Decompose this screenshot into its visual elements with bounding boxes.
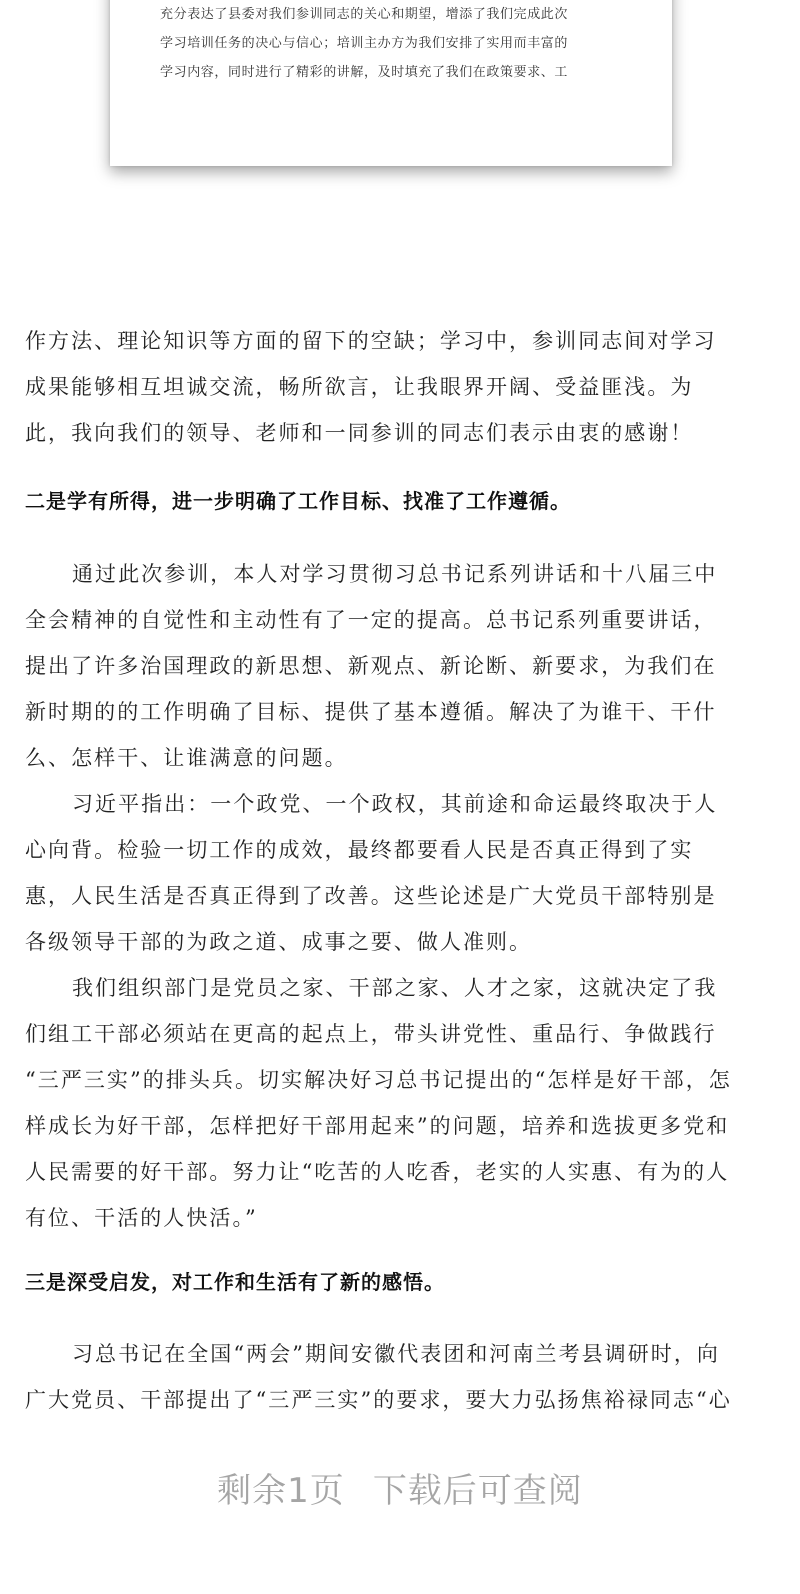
preview-line: 学习培训任务的决心与信心；培训主办方为我们安排了实用而丰富的 bbox=[160, 36, 569, 51]
section-three-body bbox=[25, 1331, 775, 1423]
remaining-pages-label: 剩余1页 bbox=[217, 1471, 345, 1511]
text-line: 习近平指出：一个政党、一个政权，其前途和命运最终取决于人 bbox=[72, 792, 718, 816]
text-line: 么、怎样干、让谁满意的问题。 bbox=[25, 746, 348, 770]
section-two-body bbox=[25, 551, 775, 1241]
text-line: 惠，人民生活是否真正得到了改善。这些论述是广大党员干部特别是 bbox=[25, 884, 717, 908]
section-heading-three: 三是深受启发，对工作和生活有了新的感悟。 bbox=[25, 1270, 445, 1294]
text-line: 我们组织部门是党员之家、干部之家、人才之家，这就决定了我 bbox=[72, 976, 718, 1000]
text-line: 心向背。检验一切工作的成效，最终都要看人民是否真正得到了实 bbox=[25, 838, 694, 862]
text-line: 通过此次参训，本人对学习贯彻习总书记系列讲话和十八届三中 bbox=[72, 562, 718, 586]
text-line: 此，我向我们的领导、老师和一同参训的同志们表示由衷的感谢！ bbox=[25, 421, 694, 445]
preview-text bbox=[160, 0, 640, 87]
text-line: 样成长为好干部，怎样把好干部用起来”的问题，培养和选拔更多党和 bbox=[25, 1114, 730, 1138]
text-line: 全会精神的自觉性和主动性有了一定的提高。总书记系列重要讲话， bbox=[25, 608, 717, 632]
previous-page-preview bbox=[110, 0, 672, 166]
text-line: 广大党员、干部提出了“三严三实”的要求，要大力弘扬焦裕禄同志“心 bbox=[25, 1388, 732, 1412]
text-line: 成果能够相互坦诚交流，畅所欲言，让我眼界开阔、受益匪浅。为 bbox=[25, 375, 694, 399]
section-heading-two: 二是学有所得，进一步明确了工作目标、找准了工作遵循。 bbox=[25, 489, 571, 513]
text-line: 新时期的的工作明确了目标、提供了基本遵循。解决了为谁干、干什 bbox=[25, 700, 717, 724]
text-line: 提出了许多治国理政的新思想、新观点、新论断、新要求，为我们在 bbox=[25, 654, 717, 678]
text-line: 人民需要的好干部。努力让“吃苦的人吃香，老实的人实惠、有为的人 bbox=[25, 1160, 730, 1184]
intro-paragraph bbox=[25, 318, 775, 456]
text-line: 各级领导干部的为政之道、成事之要、做人准则。 bbox=[25, 930, 533, 954]
text-line: 们组工干部必须站在更高的起点上，带头讲党性、重品行、争做践行 bbox=[25, 1022, 717, 1046]
preview-line: 充分表达了县委对我们参训同志的关心和期望，增添了我们完成此次 bbox=[160, 7, 569, 22]
download-to-view-label: 下载后可查阅 bbox=[372, 1471, 583, 1511]
text-line: 习总书记在全国“两会”期间安徽代表团和河南兰考县调研时，向 bbox=[72, 1342, 720, 1366]
remaining-pages-notice[interactable] bbox=[0, 1466, 800, 1516]
text-line: “三严三实”的排头兵。切实解决好习总书记提出的“怎样是好干部，怎 bbox=[25, 1068, 732, 1092]
text-line: 有位、干活的人快活。” bbox=[25, 1206, 258, 1230]
text-line: 作方法、理论知识等方面的留下的空缺；学习中，参训同志间对学习 bbox=[25, 329, 717, 353]
preview-line: 学习内容，同时进行了精彩的讲解，及时填充了我们在政策要求、工 bbox=[160, 65, 569, 80]
